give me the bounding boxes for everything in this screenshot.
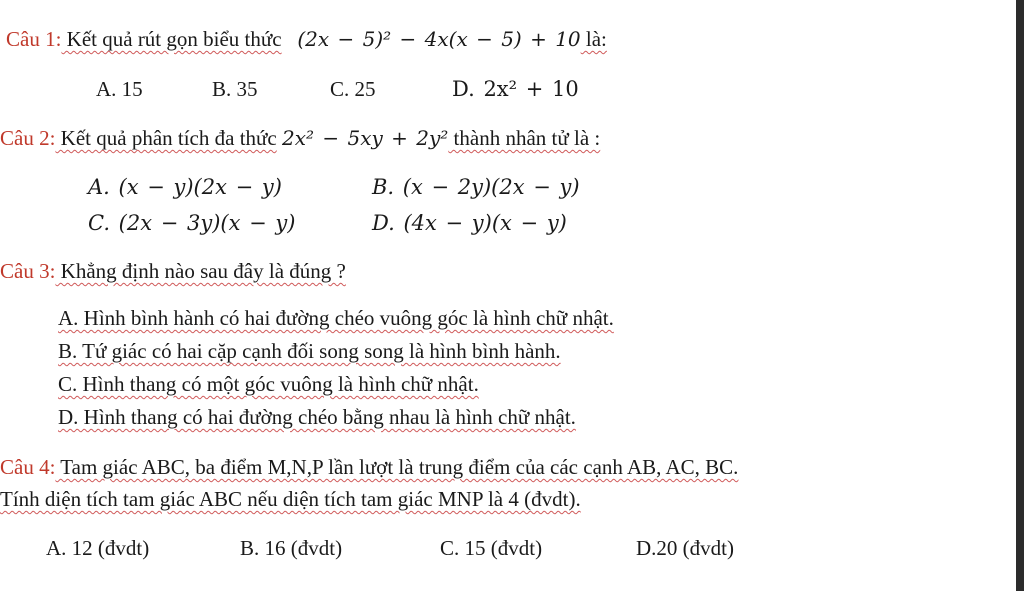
question-1-suffix: là: — [580, 27, 607, 51]
q2-option-b[interactable]: B. (x − 2y)(2x − y) — [372, 175, 580, 199]
question-4-label: Câu 4: — [0, 455, 56, 479]
question-4-text: Tam giác ABC, ba điểm M,N,P lần lượt là trung điểm của các cạnh AB, AC, BC. — [55, 455, 739, 479]
question-1-text: Kết quả rút gọn biểu thức — [61, 27, 282, 51]
q1-option-c[interactable]: C. 25 — [330, 77, 376, 101]
q3-option-c[interactable]: C. Hình thang có một góc vuông là hình chữ nhật. — [58, 372, 479, 396]
q4-option-a[interactable]: A. 12 (đvdt) — [46, 536, 150, 560]
question-4 — [0, 454, 738, 480]
question-3-text: Khẳng định nào sau đây là đúng ? — [55, 259, 346, 283]
question-1-label: Câu 1: — [6, 27, 62, 51]
q4-option-d[interactable]: D.20 (đvdt) — [636, 536, 734, 560]
q3-option-a[interactable]: A. Hình bình hành có hai đường chéo vuông góc là hình chữ nhật. — [58, 306, 614, 330]
q1-option-d[interactable]: D. 2x² + 10 — [452, 77, 579, 101]
question-2-text: Kết quả phân tích đa thức — [55, 126, 277, 150]
question-4-text-line2: Tính diện tích tam giác ABC nếu diện tích tam giác MNP là 4 (đvdt). — [0, 487, 581, 511]
q1-option-b[interactable]: B. 35 — [212, 77, 258, 101]
question-3 — [0, 258, 346, 284]
question-2-expression: 2x² − 5xy + 2y² — [281, 126, 449, 150]
q4-option-c[interactable]: C. 15 (đvdt) — [440, 536, 543, 560]
q3-option-b[interactable]: B. Tứ giác có hai cặp cạnh đối song song là hình bình hành. — [58, 339, 561, 363]
question-2-label: Câu 2: — [0, 126, 56, 150]
question-2-suffix: thành nhân tử là : — [448, 126, 601, 150]
window-edge — [1016, 0, 1024, 591]
question-2 — [0, 125, 600, 151]
q3-option-d[interactable]: D. Hình thang có hai đường chéo bằng nhau là hình chữ nhật. — [58, 405, 576, 429]
question-3-label: Câu 3: — [0, 259, 56, 283]
question-1 — [6, 26, 607, 52]
q4-option-b[interactable]: B. 16 (đvdt) — [240, 536, 343, 560]
q2-option-c[interactable]: C. (2x − 3y)(x − y) — [88, 211, 296, 235]
q1-option-a[interactable]: A. 15 — [96, 77, 143, 101]
q2-option-d[interactable]: D. (4x − y)(x − y) — [372, 211, 567, 235]
q2-option-a[interactable]: A. (x − y)(2x − y) — [88, 175, 282, 199]
question-1-expression: (2x − 5)² − 4x(x − 5) + 10 — [297, 27, 581, 51]
